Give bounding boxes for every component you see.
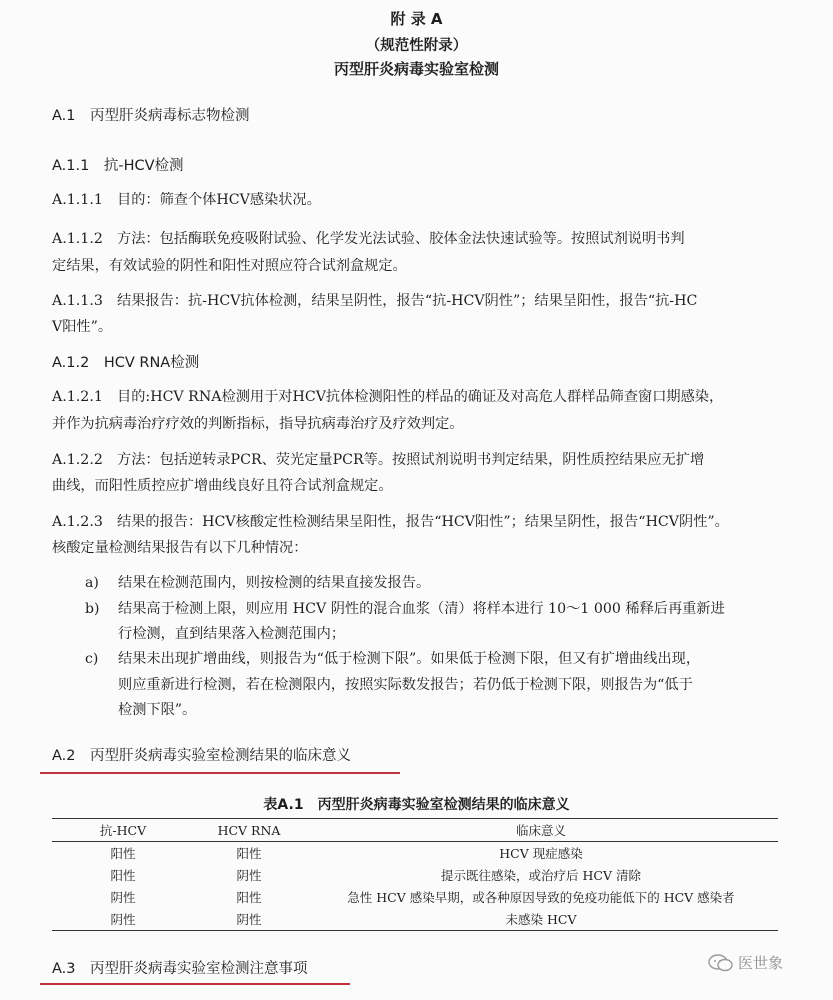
chat-bubble-icon [708,953,734,973]
list-item-label: c) [85,651,99,667]
para-a123-line1: A.1.2.3 结果的报告：HCV核酸定性检测结果呈阳性，报告“HCV阳性”；结果呈阴性，报告“HCV阴性”。 [52,514,729,530]
table-cell: 阴性 [236,868,262,883]
section-a11-heading: A.1.1 抗-HCV检测 [52,158,184,174]
table-cell: 阳性 [236,890,262,905]
section-a1-heading: A.1 丙型肝炎病毒标志物检测 [52,108,250,124]
para-a122-line1: A.1.2.2 方法：包括逆转录PCR、荧光定量PCR等。按照试剂说明书判定结果，阴性质控结果应无扩增 [52,452,705,468]
table-cell: 阴性 [236,912,262,927]
table-cell: HCV 现症感染 [499,846,583,861]
list-item-text: 结果在检测范围内，则按检测的结果直接发报告。 [118,575,431,591]
watermark [708,952,783,973]
para-a111: A.1.1.1 目的：筛查个体HCV感染状况。 [52,192,321,208]
table-header-row [52,819,778,842]
para-a121-line2: 并作为抗病毒治疗疗效的判断指标，指导抗病毒治疗及疗效判定。 [52,416,464,432]
section-a3-heading: A.3 丙型肝炎病毒实验室检测注意事项 [52,961,308,977]
list-item-text: 行检测，直到结果落入检测范围内； [118,626,346,642]
table-cell: 阴性 [110,890,136,905]
list-item-text: 结果高于检测上限，则应用 HCV 阴性的混合血浆（清）将样本进行 10～1 000 稀释后再重新进 [118,601,725,617]
para-a121-line1: A.1.2.1 目的:HCV RNA检测用于对HCV抗体检测阳性的样品的确证及对高危人群样品筛查窗口期感染， [52,389,724,405]
table-cell: 未感染 HCV [505,912,577,927]
list-item-label: a) [85,575,99,591]
watermark-text: 医世象 [738,954,784,972]
appendix-heading: 丙型肝炎病毒实验室检测 [333,60,499,78]
table-cell: 提示既往感染，或治疗后 HCV 清除 [441,868,641,883]
table-row [52,908,778,931]
para-a113-line2: V阳性”。 [52,319,113,335]
appendix-title: 附 录 A [390,10,443,28]
para-a112-line1: A.1.1.2 方法：包括酶联免疫吸附试验、化学发光法试验、胶体金法快速试验等。按照试剂说明书判 [52,231,685,247]
list-item-text: 则应重新进行检测，若在检测限内，按照实际数发报告；若仍低于检测下限，则报告为“低于 [118,677,693,693]
list-item-text: 检测下限”。 [118,702,197,718]
para-a123-line2: 核酸定量检测结果报告有以下几种情况： [52,540,308,556]
table-header-cell: 临床意义 [515,823,566,838]
highlight-underline [40,983,350,985]
section-a12-heading: A.1.2 HCV RNA检测 [52,355,200,371]
table-header-cell: HCV RNA [217,822,281,838]
list-item-text: 结果未出现扩增曲线，则报告为“低于检测下限”。如果低于检测下限，但又有扩增曲线出现， [118,651,701,667]
table-row [52,864,778,886]
table-cell: 阴性 [110,912,136,927]
clinical-significance-table [52,818,778,931]
table-cell: 阳性 [110,846,136,861]
section-a2-heading: A.2 丙型肝炎病毒实验室检测结果的临床意义 [52,748,351,764]
para-a113-line1: A.1.1.3 结果报告：抗-HCV抗体检测，结果呈阴性，报告“抗-HCV阴性”；结果呈阳性，报告“抗-HC [52,293,698,309]
list-item-label: b) [85,601,100,617]
para-a112-line2: 定结果，有效试验的阴性和阳性对照应符合试剂盒规定。 [52,258,407,274]
appendix-subtitle: （规范性附录） [365,38,468,54]
table-cell: 急性 HCV 感染早期，或各种原因导致的免疫功能低下的 HCV 感染者 [347,890,735,905]
table-row [52,842,778,865]
table-row [52,886,778,908]
table-cell: 阳性 [236,846,262,861]
highlight-underline [40,772,400,774]
table-caption: 表A.1 丙型肝炎病毒实验室检测结果的临床意义 [263,797,570,813]
table-header-cell: 抗-HCV [99,823,147,838]
para-a122-line2: 曲线，而阳性质控应扩增曲线良好且符合试剂盒规定。 [52,478,393,494]
table-cell: 阳性 [110,868,136,883]
